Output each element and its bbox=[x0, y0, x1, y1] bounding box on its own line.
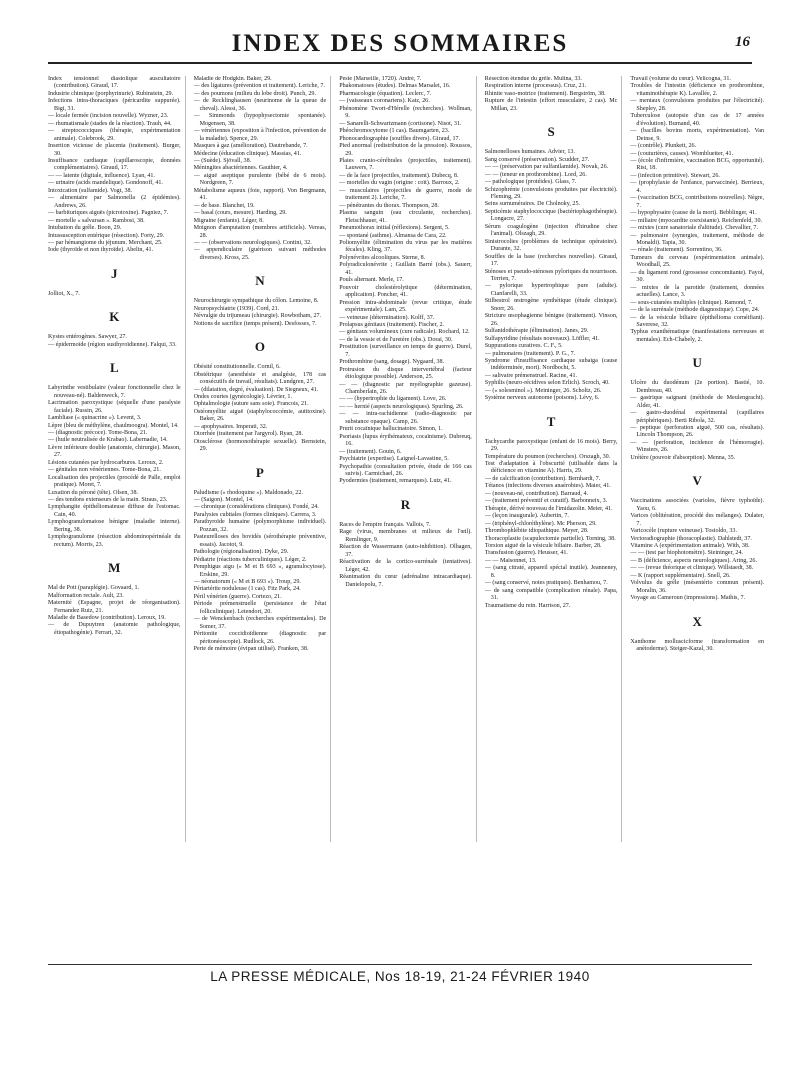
index-entry: Jolliot, X., 7. bbox=[48, 290, 80, 297]
index-entry: — (diagnostic précoce). Tome-Bona, 21. bbox=[48, 429, 148, 436]
index-entry: Névralgie du trijumeau (chirurgie). Rowbotham, 27. bbox=[193, 313, 322, 320]
index-entry: Intubation du grêle. Boon, 29. bbox=[48, 225, 122, 232]
index-entry: Prostitution (surveillance en temps de guerre). Durel, 7. bbox=[339, 344, 472, 358]
index-entry: — de la surrénale (méthode diagnostique). Cope, 24. bbox=[630, 307, 760, 314]
index-entry: Races de l'empire français. Vallois, 7. bbox=[339, 521, 431, 528]
index-entry: Sulfapyridine (résultats nouveaux). Löffler, 41. bbox=[484, 335, 600, 342]
index-entry: Salmonelloses humaines. Advier, 13. bbox=[484, 149, 575, 156]
index-entry: — mortelles du vagin (origine : coït). Barroux, 2. bbox=[339, 180, 460, 187]
index-entry: — peptique (perforation aiguë, 500 cas, résultats). Lincoln Thompson, 26. bbox=[630, 425, 764, 439]
index-entry: Index tensionnel diastolique auscultatoire (contribution). Giraud, 17. bbox=[48, 76, 181, 90]
index-entry: — mentaux (convulsions produites par l'électricité). Shepley, 28. bbox=[630, 98, 764, 112]
index-entry: Insertion vicieuse de placenta (traitement). Burger, 30. bbox=[48, 143, 181, 157]
index-entry: Polynévrites alcooliques. Sterne, 8. bbox=[339, 254, 426, 261]
index-entry: Température du poumon (recherches). Orszagh, 30. bbox=[484, 453, 611, 460]
index-entry: Vectoradiographie (thoracoplastie). Dahlstedt, 37. bbox=[630, 535, 752, 542]
index-entry: Infections intra-thoraciques (péricardite suppurée). Bigi, 31. bbox=[48, 98, 181, 112]
page-number: 16 bbox=[735, 34, 750, 50]
index-entry: Maladie de Hodgkin. Baker, 29. bbox=[193, 76, 272, 82]
index-entry: Localisation des projectiles (procédé de Palle, emploi pratique). Moret, 7. bbox=[48, 474, 181, 489]
index-entry: — (triphényl-chloréthylène). Mc Pherson, 29. bbox=[484, 520, 597, 527]
index-entry: Sténoses et pseudo-sténoses pyloriques du nourrisson. Terrien, 7. bbox=[484, 268, 618, 282]
index-entry: — K (rapport supplémentaire). Snell, 26. bbox=[630, 572, 731, 579]
index-entry: — (Suède). Sjövall, 38. bbox=[193, 157, 252, 164]
index-entry: Suppurations curatives. C. F., 5. bbox=[484, 343, 563, 350]
index-entry: — néonatorum (« M et B 693 »). Troup, 29. bbox=[193, 579, 301, 586]
index-entry: Tumeurs du cerveau (expérimentation animale). Woodhall, 25. bbox=[630, 254, 764, 269]
index-entry: Lèvre inférieure double (anatomie, chirurgie). Mason, 27. bbox=[48, 444, 181, 459]
index-entry: — des ligatures (prévention et traitement). Leriche, 7. bbox=[193, 83, 325, 90]
index-entry: Phénomène Twort-d'Hérelle (recherches). Wollman, 9. bbox=[339, 105, 472, 120]
index-entry: Intoxication (sulfamide). Vogt, 38. bbox=[48, 187, 133, 194]
index-entry: — mortelle « salvarsan ». Rambosi, 38. bbox=[48, 217, 145, 224]
section-letter: P bbox=[255, 464, 264, 480]
index-entry: — de Dupuytren (anatomie pathologique, étiopathogénie). Ferrari, 32. bbox=[48, 622, 181, 636]
index-entry: — (infection primitive). Stewart, 26. bbox=[630, 172, 720, 179]
index-entry: — pulmonaire (synergies, traitement, méthode de Monaldi). Tapia, 30. bbox=[630, 232, 764, 246]
index-entry: Pression intra-abdominale (revue critique, étude expérimentale). Lam, 25. bbox=[339, 299, 472, 314]
index-entry: Stilbestrol œstrogène synthétique (étude clinique). Snorr, 26. bbox=[484, 298, 618, 312]
section-letter: U bbox=[692, 355, 702, 371]
index-entry: Thrombophlébite idiopathique. Meyer, 28. bbox=[484, 528, 589, 535]
index-entry: Syndrome d'insuffisance cardiaque subaiga (cause indéterminée, mort). Nordbocht, 5. bbox=[484, 357, 618, 372]
index-entry: Pasteurelloses des bovidés (sérothérapie préventive, essais). Jacotot, 9. bbox=[193, 534, 327, 548]
index-entry: Lésions cutanées par hydrocarbures. Leroux, 2. bbox=[48, 459, 164, 466]
index-entry: — (vaccination BCG, contributions nouvelles). Nègre, 7. bbox=[630, 195, 764, 209]
index-entry: Péril vénérien (guerre). Cortezo, 21. bbox=[193, 593, 282, 600]
index-entry: Maternité (Espagne, projet de réorganisation). Fernandez Ruiz, 21. bbox=[48, 600, 181, 614]
index-entry: — (sang citraté, appareil spécial inutile). Jeanneney, 8. bbox=[484, 565, 618, 579]
index-entry: — des tendons extenseurs de la main. Straus, 23. bbox=[48, 497, 168, 504]
index-entry: Périartérite noduleuse (1 cas). Fitz Park, 24. bbox=[193, 586, 301, 593]
index-entry: — (prophylaxie de l'enfance, parvaccinée). Berrieux, 4. bbox=[630, 180, 764, 194]
index-entry: — hypophysaire (cause de la mort). Bebblinger, 41. bbox=[630, 210, 757, 217]
index-entry: — — (test par biophotomètre). Steininger, 24. bbox=[630, 550, 744, 557]
section-letter: M bbox=[108, 560, 121, 576]
index-entry: — (traitement). Gouin, 6. bbox=[339, 448, 402, 455]
index-entry: Période prémenstruelle (persistance de l'état folliculinique). Letendort, 20. bbox=[193, 601, 327, 615]
index-entry: Travail (volume du cœur). Velicogna, 31. bbox=[630, 76, 731, 82]
index-entry: — pylorique hypertrophique pure (adulte). Cianfarelli, 33. bbox=[484, 283, 618, 297]
index-entry: — — (observations neurologiques). Contini, 32. bbox=[193, 239, 312, 246]
index-entry: Septicémie staphylococcique (bactériophagothérapie). Longacre, 27. bbox=[484, 208, 618, 223]
index-entry: — pathologique (protéides). Glass, 7. bbox=[484, 179, 577, 186]
index-entry: — (contrôle). Plunkett, 26. bbox=[630, 143, 697, 150]
index-entry: — de calcification (contribution). Bernhardt, 7. bbox=[484, 475, 601, 482]
index-entry: Syphilis (neuro-récidives selon Erlich). Scroch, 40. bbox=[484, 380, 610, 387]
index-entry: Migraine (enfants). Léger, 8. bbox=[193, 217, 264, 224]
index-entry: — — (hypertrophie du ligament). Love, 26. bbox=[339, 396, 447, 403]
index-entry: — streptococciques (thérapie, expérimentation animale). Colebrook, 29. bbox=[48, 128, 181, 142]
index-entry: — du ligament rond (grossesse concomitante). Fayol, 30. bbox=[630, 269, 764, 284]
index-entry: Insuffisance cardiaque (capillaroscopie, données complémentaires). Giraud, 17. bbox=[48, 157, 181, 172]
index-entry: Pemphigus aigu (« M et B 693 », agranulocytose). Erskine, 29. bbox=[193, 564, 327, 578]
index-entry: Transfusion (guerre). Heusser, 41. bbox=[484, 550, 568, 557]
index-entry: Volvulus du grêle (mésentério commun présent). Moralin, 36. bbox=[630, 580, 764, 594]
section-letter: K bbox=[109, 309, 120, 325]
index-entry: Moignon d'amputation (membres artificiels). Vereas, 28. bbox=[193, 225, 327, 239]
index-entry: Phonocardiographie (souffles divers). Giraud, 17. bbox=[339, 135, 461, 142]
index-entry: Plaies cranio-cérébrales (projectiles, traitement). Lauwers, 7. bbox=[339, 157, 472, 172]
index-entry: Vitamine A (expérimentation animale). With, 38. bbox=[630, 543, 750, 550]
index-entry: — (sang conservé, notes pratiques). Benhamou, 7. bbox=[484, 580, 608, 587]
index-entry: Pharmacologie (équation). Leclerc, 7. bbox=[339, 90, 432, 97]
index-entry: Maladie de Basedow (contribution). Leroux, 19. bbox=[48, 615, 166, 622]
index-entry: Obésité constitutionnelle. Cornil, 6. bbox=[193, 364, 281, 371]
index-entry: Troubles de l'intestin (déficience en prothrombine, vitaminothérapie K). Lavallée, 2. bbox=[630, 83, 764, 97]
index-entry: Traumatisme du rein. Harrison, 27. bbox=[484, 602, 571, 609]
index-entry: Lymphogranulomatose bénigne (maladie interne). Bering, 38. bbox=[48, 519, 181, 533]
index-entry: — pénétrantes du thorax. Thompson, 28. bbox=[339, 202, 439, 209]
index-entry: — de base. Blanchet, 19. bbox=[193, 202, 255, 209]
index-entry: — — hernié (aspects neurologiques). Spurling, 26. bbox=[339, 403, 464, 410]
index-entry: — spontané (asthme). Almansa de Cara, 22. bbox=[339, 232, 447, 239]
index-entry: Prolapsus génitaux (traitement). Fischer, 2. bbox=[339, 321, 445, 328]
index-entry: Varicocèle (rupture veineuse). Tosioldo, 33. bbox=[630, 528, 737, 535]
index-entry: Sérum coagulogène (injection d'hirudine chez l'animal). Olszagh, 29. bbox=[484, 223, 618, 238]
index-entry: Ophtalmologie (suture sans soie). Francois, 21. bbox=[193, 401, 309, 408]
index-entry: Obstétrique (anesthésie et analgésie, 178 cas consécutifs de travail, résultats). Lundgren, 27. bbox=[193, 371, 327, 386]
index-entry: Sulfanidothérapie (élimination). Janes, 29. bbox=[484, 328, 589, 335]
index-entry: Protrusion du disque intervertébral (facteur étiologique possible). Anderson, 25. bbox=[339, 366, 472, 381]
index-entry: Méningites abactériennes. Gauthier, 4. bbox=[193, 165, 288, 172]
index-entry: Neuropsychiatrie (1939). Cord, 21. bbox=[193, 305, 280, 312]
index-entry: Schizophrénie (convulsions produites par électricité). Fleming, 29. bbox=[484, 186, 618, 200]
index-entry: — (bacilles bovins morts, expérimentation). Van Deinse, 9. bbox=[630, 128, 764, 142]
index-entry: — (nouveau-né, contribution). Barraud, 4. bbox=[484, 490, 589, 497]
index-entry: — par hémangiome du jéjunum. Merchant, 25. bbox=[48, 239, 163, 246]
index-entry: Pneumothorax initial (réflexions). Sergent, 5. bbox=[339, 225, 450, 232]
index-entry: Pathologie (régionalisation). Dyke, 29. bbox=[193, 549, 289, 556]
section-letter: L bbox=[109, 360, 119, 376]
index-entry: Souffles de la base (recherches nouvelles). Giraud, 17. bbox=[484, 253, 618, 268]
index-entry: Phéochromocytome (1 cas). Baumgarten, 23. bbox=[339, 128, 450, 135]
index-entry: — miliaire (myocardite coexistante). Reichenfeld, 30. bbox=[630, 217, 763, 224]
index-columns bbox=[48, 76, 768, 842]
index-entry: Polyradiculonévrite ; Guillain Barré (obs.). Sauerr, 41. bbox=[339, 262, 472, 276]
index-entry: — de Wenckenbach (recherches expérimentales). De Somer, 37. bbox=[193, 616, 327, 630]
section-letter: X bbox=[692, 613, 702, 629]
index-entry: Lambliase (« quinacrine »). Levent, 3. bbox=[48, 415, 142, 422]
index-entry: — (« solesminol »). Meininger, 26. Scholtz, 26. bbox=[484, 387, 602, 394]
index-entry: — — intra-rachidienne (radio-diagnostic par substance opaque). Camp, 26. bbox=[339, 411, 472, 425]
index-entry: — mixtes de la parotide (traitement, données actuelles). Lance, 3. bbox=[630, 284, 764, 299]
section-letter: S bbox=[547, 124, 555, 140]
index-entry: — — (revue théorique et clinique). Willstaedt, 38. bbox=[630, 565, 754, 572]
index-column bbox=[485, 76, 623, 842]
index-entry: Sinistrocolies (problèmes de technique opératoire). Durante, 32. bbox=[484, 238, 618, 253]
index-entry: Masques à gaz (amélioration). Dautrebande, 7. bbox=[193, 143, 308, 150]
index-entry: Tachycardie paroxystique (enfant de 16 mois). Berry, 29. bbox=[484, 438, 618, 453]
index-entry: — rhumatismale (stades de la réaction). Trauh, 44. bbox=[48, 120, 172, 127]
index-entry: — de la vessie et de l'uretère (obs.). Dorai, 30. bbox=[339, 336, 453, 343]
index-entry: Mal de Pott (paraplégie). Govaard, 1. bbox=[48, 585, 140, 592]
index-entry: — — (préservation par sulfanilamide). Novak, 26. bbox=[484, 164, 609, 171]
index-column bbox=[630, 76, 768, 842]
page-header bbox=[48, 26, 752, 64]
index-entry: — (dilatation, degré, évaluation). De Siegneux, 41. bbox=[193, 386, 319, 393]
index-entry: Typhus exanthématique (manifestations nerveuses et mentales). Ech-Chabely, 2. bbox=[630, 329, 764, 343]
index-entry: Stricture œsophagienne bénigne (traitement). Vinson, 26. bbox=[484, 313, 618, 327]
index-entry: Rhinite vaso-motrice (traitement). Bergström, 38. bbox=[484, 90, 606, 97]
index-entry: — urinaire (acids mandelique). Gondonoff, 41. bbox=[48, 180, 163, 187]
index-entry: Psychiatrie (expertise). Laignel-Lavastine, 5. bbox=[339, 456, 449, 463]
index-entry: Luxation du péroné (tête). Olsen, 38. bbox=[48, 489, 139, 496]
index-entry: Rage (virus, membranes et milieux de l'œil). Remlinger, 9. bbox=[339, 529, 472, 543]
index-entry: Réactivation de la cortico-surrénale (tentatives). Léger, 42. bbox=[339, 559, 472, 573]
index-entry: Seins surnuméraires. De Cholnoky, 25. bbox=[484, 201, 581, 208]
index-entry: — gastro-duodénal expérimental (capillaires périphériques). Berti Ribola, 32. bbox=[630, 410, 764, 424]
index-column bbox=[194, 76, 332, 842]
index-entry: Malformation rectale. Ault, 23. bbox=[48, 592, 124, 599]
index-entry: — — (teneur en prothrombine). Lord, 26. bbox=[484, 171, 587, 178]
index-entry: Tétanos (infections diverses anaérobies). Maier, 41. bbox=[484, 483, 611, 490]
page-footer: LA PRESSE MÉDICALE, Nos 18-19, 21-24 FÉVRIER 1940 bbox=[48, 964, 752, 984]
index-entry: — mixtes (cure sanatoriale d'altitude). Chevallier, 7. bbox=[630, 225, 758, 232]
index-entry: Otorrhée (traitement par l'argyrol). Ryan, 28. bbox=[193, 431, 303, 438]
index-entry: Ostéomyélite aiguë (staphylococcémie, autitoxine). Baker, 26. bbox=[193, 408, 327, 423]
index-entry: Voyage au Cameroun (impressions). Mathis, 7. bbox=[630, 595, 746, 602]
index-entry: — des poumons (milieu du lobe droit). Punch, 29. bbox=[193, 90, 316, 97]
index-entry: — de Recklinghausen (neurinome de la queue de cheval). Alessi, 36. bbox=[193, 98, 327, 112]
index-entry: Réaction de Wassermann (auto-inhibition). Olhagen, 37. bbox=[339, 544, 472, 558]
index-entry: Psychopathie (consultation privée, étude de 166 cas suivis). Carmichael, 26. bbox=[339, 463, 472, 478]
index-entry: Vaccinations associées (varioles, fièvre typhoïde). Yaou, 6. bbox=[630, 498, 764, 512]
index-entry: — chronique (considérations cliniques). Fondé, 24. bbox=[193, 504, 319, 511]
index-entry: Thérapie, dérivé nouveau de l'imidazolin. Meier, 41. bbox=[484, 505, 613, 512]
index-entry: — B (déficience, aspects neurologiques). Aring, 26. bbox=[630, 557, 757, 564]
index-entry: Intussusception entérique (résection). Forty, 29. bbox=[48, 232, 165, 239]
index-entry: Xanthome molluscicforme (transformation en anétoderme). Steiger-Kazal, 30. bbox=[630, 638, 764, 653]
index-entry: Rupture de l'intestin (effort musculaire, 2 cas). Mc Millan, 23. bbox=[484, 98, 618, 112]
index-entry: Pyodermies (traitement, remarques). Lutz, 41. bbox=[339, 478, 452, 485]
index-entry: Perte de mémoire (évipan utilisé). Franken, 38. bbox=[193, 646, 309, 653]
index-entry: Psoriasis (lupus érythémateux, cocaïnisme). Dubreuq, 16. bbox=[339, 433, 472, 448]
index-entry: Urétère (pouvoir d'absorption). Menna, 35. bbox=[630, 454, 736, 461]
index-entry: — (école d'infirmière, vaccination BCG, opportunité). Rist, 18. bbox=[630, 157, 764, 172]
index-entry: — (Saigon). Montel, 14. bbox=[193, 497, 254, 504]
index-entry: — — latente (digitale, influence). Lyan, 41. bbox=[48, 172, 155, 179]
index-entry: — Sanarelli-Schwartzmann (cortisone). Nisot, 31. bbox=[339, 120, 462, 127]
index-entry: — gastrique saignant (méthode de Meulengracht). Alder, 41. bbox=[630, 395, 764, 409]
index-entry: Résection étendue du grêle. Mulina, 33. bbox=[484, 76, 582, 82]
index-entry: Otosclérose (hormonothérapie sexuelle). Bernstein, 29. bbox=[193, 438, 327, 453]
index-entry: — basal (cours, mesure). Harding, 29. bbox=[193, 210, 287, 217]
index-entry: — (leçon inaugurale). Aubertin, 7. bbox=[484, 513, 569, 520]
index-entry: Tuberculose (autopsie d'un cas de 17 années d'évolution). Burnand, 40. bbox=[630, 113, 764, 127]
index-entry: Ulcère du duodénum (2e portion). Bastié, 10. Dembreau, 40. bbox=[630, 380, 764, 394]
index-entry: Médecine (éducation clinique). Massias, 41. bbox=[193, 150, 302, 157]
index-entry: — apophysaires. Imperati, 32. bbox=[193, 423, 268, 430]
index-entry: Réanimation du cœur (adrénaline intracardiaque). Danielopolu, 7. bbox=[339, 574, 472, 588]
index-entry: Respiration interne (processus). Cruz, 21. bbox=[484, 83, 587, 90]
index-entry: Lacrimation paroxystique (séquelle d'une paralysie faciale). Russin, 26. bbox=[48, 400, 181, 414]
index-entry: Métabolisme aqueux (foie, rapport). Von Bergmann, 41. bbox=[193, 187, 327, 202]
index-entry: Lèpre (bleu de méthylène, chaulmoogra). Montel, 14. bbox=[48, 422, 179, 429]
index-entry: Phakomatoses (études). Delmas Marsalet, 16. bbox=[339, 83, 451, 90]
index-entry: Notions de sacrifice (temps présent). Desfosses, 7. bbox=[193, 320, 317, 327]
index-entry: Varices (oblitération, procédé des mélanges). Dulater, 7. bbox=[630, 513, 764, 527]
index-entry: — vénériennes (exposition à l'infection, prévention de la maladie). Spence, 29. bbox=[193, 128, 327, 142]
index-entry: Thoracoplastie (scapulectomie partielle). Torning, 38. bbox=[484, 535, 616, 542]
index-entry: Lymphogranulome (résection abdominopérinéale du rectum). Morris, 23. bbox=[48, 534, 181, 548]
index-entry: — (traitement préventif et curatif). Barbonneix, 3. bbox=[484, 498, 608, 505]
index-entry: — (huile neutralisée de Krabao). Labernadie, 14. bbox=[48, 437, 168, 444]
index-entry: Peste (Marseille, 1720). André, 7. bbox=[339, 76, 422, 82]
index-entry: Système nerveux autonome (poisons). Lévy, 6. bbox=[484, 395, 600, 402]
index-entry: Plasma sanguin (eau circulante, recherches). Fleischhauer, 41. bbox=[339, 210, 472, 224]
index-column bbox=[48, 76, 186, 842]
index-entry: — génitales non vénériennes. Tome-Bona, 21. bbox=[48, 467, 161, 474]
index-entry: Parathyroïde humaine (polymorphisme individuel). Pozzan, 32. bbox=[193, 519, 327, 533]
index-entry: Iode (thyroïde et non thyroïde). Abelin, 41. bbox=[48, 247, 154, 254]
index-entry: Pouls alternant. Merle, 17. bbox=[339, 277, 404, 284]
index-entry: — barbituriques aiguës (picrotoxine). Pagniez, 7. bbox=[48, 210, 169, 217]
index-entry: — alimentaire par Salmonella (2 épidémies). Andrews, 26. bbox=[48, 195, 181, 209]
index-entry: — (couturières, causes). Wombluetter, 41. bbox=[630, 150, 734, 157]
index-entry: — de la face (projectiles, traitement). Dubecq, 8. bbox=[339, 172, 459, 179]
index-entry: Test d'adaptation à l'obscurité (utilisable dans la déficience en vitamine A). Harris, 29. bbox=[484, 461, 618, 475]
index-entry: — de sang compatible (complication rénale). Papa, 31. bbox=[484, 587, 618, 602]
index-entry: Poliomyélite (élimination du virus par les matières fécales). Kling, 37. bbox=[339, 239, 472, 254]
index-entry: Kystes entérogènes. Sawyer, 27. bbox=[48, 334, 127, 341]
section-letter: R bbox=[400, 496, 411, 512]
index-entry: Neurochirurgie sympathique du côlon. Lemoine, 8. bbox=[193, 298, 319, 305]
index-entry: Pouvoir cholestérolytique (détermination, application). Poncher, 41. bbox=[339, 284, 472, 299]
index-entry: — — (perforation, incidence de l'hémorragie). Winsters, 26. bbox=[630, 439, 764, 454]
index-entry: — aiguë aseptique purulente (bébé de 6 mois). Nordgreen, 7. bbox=[193, 172, 327, 187]
section-letter: V bbox=[692, 473, 702, 489]
index-entry: — locale fermée (incision nouvelle). Wyzner, 23. bbox=[48, 113, 169, 120]
index-entry: — sous-cutanées multiples (clinique). Ramond, 7. bbox=[630, 299, 753, 306]
section-letter: J bbox=[111, 265, 118, 281]
index-entry: Lymphangite épithéliomateuse diffuse de l'estomac. Cain, 40. bbox=[48, 504, 181, 518]
index-entry: Labyrinthe vestibulaire (valeur fonctionnelle chez le nouveau-né). Baldenweck, 7. bbox=[48, 385, 181, 399]
index-entry: Torsion aiguë de la vésicule biliaire. Barber, 28. bbox=[484, 543, 602, 550]
page-title: INDEX DES SOMMAIRES bbox=[231, 30, 569, 57]
index-entry: — — Maisonnet, 13. bbox=[484, 557, 537, 564]
index-entry: Prothrombine (sang, dosage). Nygaard, 38. bbox=[339, 359, 445, 366]
index-entry: Sang conservé (préservation). Scudder, 27. bbox=[484, 156, 590, 163]
index-entry: — salivaire prémenstruel. Racine, 41. bbox=[484, 372, 578, 379]
index-entry: Paralysies cubitales (formes cliniques). Carrera, 3. bbox=[193, 511, 317, 518]
section-letter: T bbox=[546, 413, 556, 429]
index-entry: — pulmonaires (traitement). P. G., 7. bbox=[484, 350, 576, 357]
index-entry: — (vaisseaux coronariens). Katz, 26. bbox=[339, 98, 430, 105]
index-entry: — appendiculaire (guérison suivant méthodes diverses). Kross, 25. bbox=[193, 247, 327, 261]
section-letter: N bbox=[255, 273, 265, 289]
index-entry: Paludisme (« rhodoquine »). Maldonado, 22. bbox=[193, 489, 303, 496]
index-entry: Pédiatrie (réactions tuberculiniques). Léger, 2. bbox=[193, 556, 307, 563]
index-entry: — Simmonds (hypophysectomie spontanée). Mogensen, 38. bbox=[193, 113, 327, 127]
index-entry: Ondes courtes (gynécologie). Lévrier, 1. bbox=[193, 393, 292, 400]
index-entry: — rénale (traitement). Sorrentino, 36. bbox=[630, 247, 723, 254]
index-column bbox=[339, 76, 477, 842]
index-entry: — génitaux volumineux (cure radicale). Rochard, 12. bbox=[339, 329, 470, 336]
index-entry: Pied anormal (redistribution de la pression). Roussos, 29. bbox=[339, 143, 472, 157]
index-entry: — veineuse (détermination). Kolff, 37. bbox=[339, 314, 435, 321]
index-entry: Prurit cocaïnique hallucinatoire. Simon, 1. bbox=[339, 426, 443, 433]
index-entry: — musculaires (projectiles de guerre, mode de traitement 2). Leriche, 7. bbox=[339, 187, 472, 202]
index-entry: Péritonite coccidioïdienne (diagnostic par péritonéoscopie). Rudlock, 26. bbox=[193, 631, 327, 645]
index-entry: — — (diagnostic par myélographie gazeuse). Chamberlain, 26. bbox=[339, 381, 472, 396]
index-entry: Industrie chimique (porphyrinurie). Rubinstein, 29. bbox=[48, 90, 174, 97]
index-entry: — épidermoïde (région susthyroïdienne). Falqui, 33. bbox=[48, 341, 177, 348]
index-entry: — de la vésicule biliaire (épithélioma cornéifiant). Saverese, 32. bbox=[630, 314, 764, 328]
section-letter: O bbox=[254, 339, 265, 355]
